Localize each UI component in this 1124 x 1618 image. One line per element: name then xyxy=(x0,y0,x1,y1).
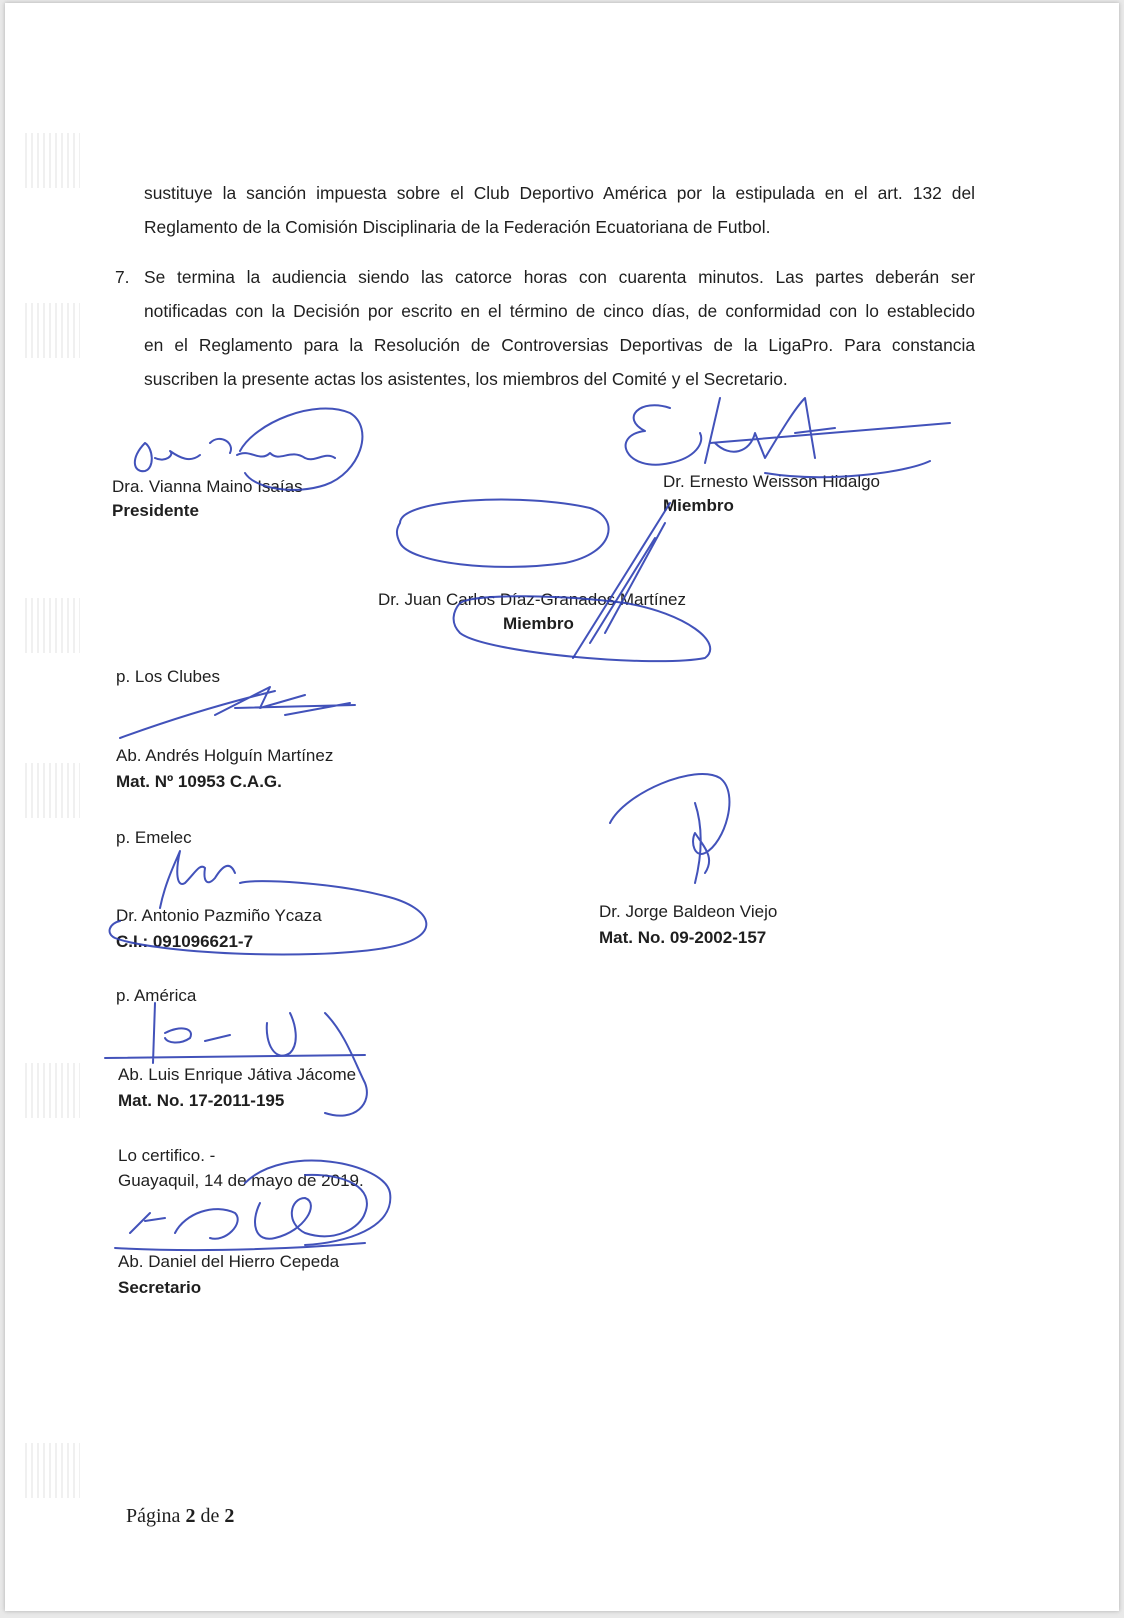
clubs-signature xyxy=(120,687,355,738)
america-signatory-id: Mat. No. 17-2011-195 xyxy=(118,1091,285,1110)
america-heading: p. América xyxy=(116,986,197,1005)
paragraph-line: notificadas con la Decisión por escrito en el término de cinco días, de conformidad con lo establecido xyxy=(144,301,975,321)
paragraph-line: Se termina la audiencia siendo las catorce horas con cuarenta minutos. Las partes deberán ser xyxy=(144,267,975,287)
member-1-role: Miembro xyxy=(663,496,734,515)
emelec-signatory-name: Dr. Antonio Pazmiño Ycaza xyxy=(116,906,322,925)
america-signature xyxy=(105,1003,367,1116)
member-1-name: Dr. Ernesto Weisson Hidalgo xyxy=(663,472,881,491)
baldeon-name: Dr. Jorge Baldeon Viejo xyxy=(599,902,778,921)
america-signatory-name: Ab. Luis Enrique Játiva Jácome xyxy=(118,1065,357,1084)
paragraph-line: Reglamento de la Comisión Disciplinaria de la Federación Ecuatoriana de Futbol. xyxy=(144,217,771,237)
page-total: 2 xyxy=(224,1505,235,1527)
president-role: Presidente xyxy=(112,501,199,520)
baldeon-signature xyxy=(610,774,729,883)
paragraph-line: en el Reglamento para la Resolución de Controversias Deportivas de la LigaPro. Para constancia xyxy=(144,335,975,355)
secretary-role: Secretario xyxy=(118,1278,202,1297)
certification-text: Lo certifico. - xyxy=(118,1146,216,1165)
clubs-signatory-id: Mat. Nº 10953 C.A.G. xyxy=(116,772,282,791)
page-current: 2 xyxy=(185,1505,196,1527)
page-word: Página xyxy=(126,1505,181,1527)
member-1-signature xyxy=(626,398,950,477)
member-2-signature xyxy=(397,500,710,662)
item-number: 7. xyxy=(115,267,130,287)
page-of: de xyxy=(200,1505,220,1527)
paragraph-line: sustituye la sanción impuesta sobre el Club Deportivo América por la estipulada en el art. 132 del xyxy=(144,183,975,203)
baldeon-id: Mat. No. 09-2002-157 xyxy=(599,928,767,947)
member-2-role: Miembro xyxy=(503,614,574,633)
emelec-signature xyxy=(110,851,427,955)
document-page xyxy=(5,3,1119,1611)
president-signature xyxy=(135,408,363,489)
secretary-signature xyxy=(115,1161,390,1250)
emelec-signatory-id: C.I.: 091096621-7 xyxy=(116,932,254,951)
secretary-name: Ab. Daniel del Hierro Cepeda xyxy=(118,1252,340,1271)
member-2-name: Dr. Juan Carlos Díaz-Granados Martínez xyxy=(378,590,687,609)
president-name: Dra. Vianna Maino Isaías xyxy=(112,477,303,496)
clubs-signatory-name: Ab. Andrés Holguín Martínez xyxy=(116,746,334,765)
clubs-heading: p. Los Clubes xyxy=(116,667,220,686)
paragraph-line: suscriben la presente actas los asistentes, los miembros del Comité y el Secretario. xyxy=(144,369,788,389)
emelec-heading: p. Emelec xyxy=(116,828,192,847)
place-date: Guayaquil, 14 de mayo de 2019. xyxy=(118,1171,364,1190)
handwritten-signatures xyxy=(5,3,1119,1611)
